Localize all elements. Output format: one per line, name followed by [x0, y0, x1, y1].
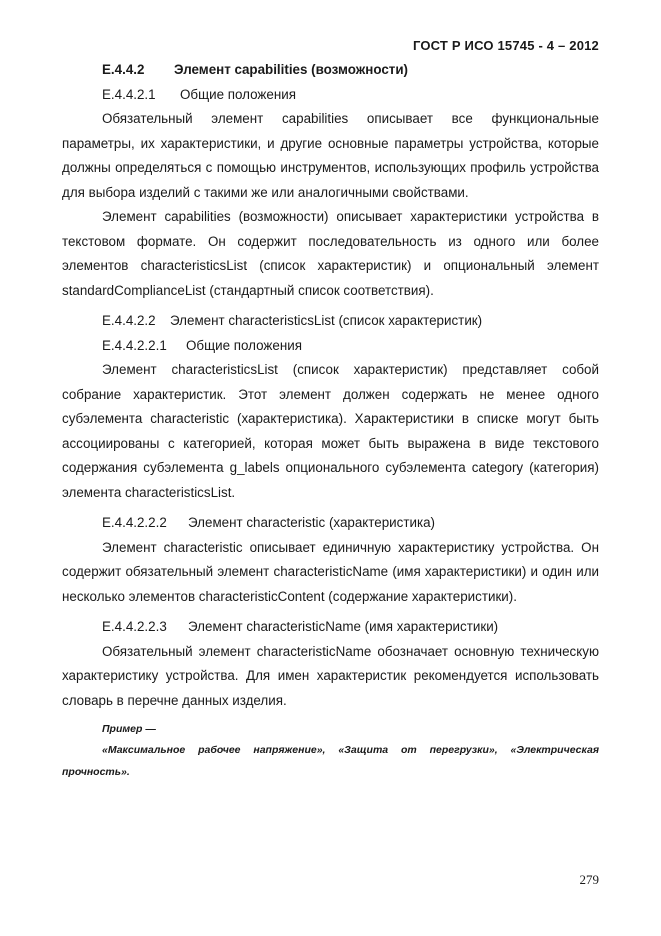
section-number: E.4.4.2.2.3: [102, 619, 167, 634]
paragraph-characteristicslist: Элемент characteristicsList (список характеристик) представляет собой собрание характеристик. Этот элемент должен содержать не менее одного субэлемента characteristic (характеристика). Характеристики в списке могут быть ассоциированы с категорией, которая может быть выражена в виде текстового содержания субэлемента g_labels опционального субэлемента category (категория) элемента characteristicsList.: [62, 362, 599, 500]
paragraph-characteristic: Элемент characteristic описывает единичную характеристику устройства. Он содержит обязательный элемент characteristicName (имя характеристики) и один или несколько элементов characteristicContent (содержание характеристики).: [62, 539, 599, 604]
section-title: Элемент capabilities (возможности): [174, 62, 409, 77]
section-title: Общие положения: [186, 337, 302, 353]
document-body: [62, 58, 599, 783]
document-header: ГОСТ Р ИСО 15745 - 4 – 2012: [412, 38, 599, 53]
example-text: «Максимальное рабочее напряжение», «Защита от перегрузки», «Электрическая прочность».: [62, 744, 599, 778]
paragraph-capabilities-desc: Элемент capabilities (возможности) описывает характеристики устройства в текстовом формате. Он содержит последовательность из одного или более элементов characteristicsList (список характеристик) и опциональный элемент standardComplianceList (стандартный список соответствия).: [62, 209, 599, 298]
section-heading-e4442: [62, 58, 599, 83]
section-number: E.4.4.2: [102, 62, 145, 77]
section-title: Элемент characteristic (характеристика): [188, 515, 436, 530]
section-title: Элемент characteristicName (имя характеристики): [188, 619, 499, 634]
section-heading-e444221: [62, 334, 599, 359]
section-title: Элемент characteristicsList (список характеристик): [170, 313, 483, 328]
section-number: E.4.4.2.2: [102, 313, 156, 328]
section-number: E.4.4.2.2.2: [102, 515, 167, 530]
example-label: Пример —: [102, 723, 156, 735]
section-heading-e44421: [62, 83, 599, 108]
page-number: 279: [579, 872, 599, 887]
paragraph-characteristicname: Обязательный элемент characteristicName обозначает основную техническую характеристику устройства. Для имен характеристик рекомендуется использовать словарь в перечне данных изделия.: [62, 643, 599, 708]
section-title: Общие положения: [180, 86, 296, 102]
section-heading-e44422: [62, 309, 599, 334]
section-heading-e444223: [62, 615, 599, 640]
section-number: E.4.4.2.1: [102, 86, 156, 102]
section-number: E.4.4.2.2.1: [102, 337, 167, 353]
section-heading-e444222: [62, 511, 599, 536]
paragraph-capabilities-intro: Обязательный элемент capabilities описывает все функциональные параметры, их характеристики, и другие основные параметры устройства, которые должны определяться с помощью инструментов, использующих профиль устройства для выбора изделий с такими же или аналогичными свойствами.: [62, 111, 599, 200]
